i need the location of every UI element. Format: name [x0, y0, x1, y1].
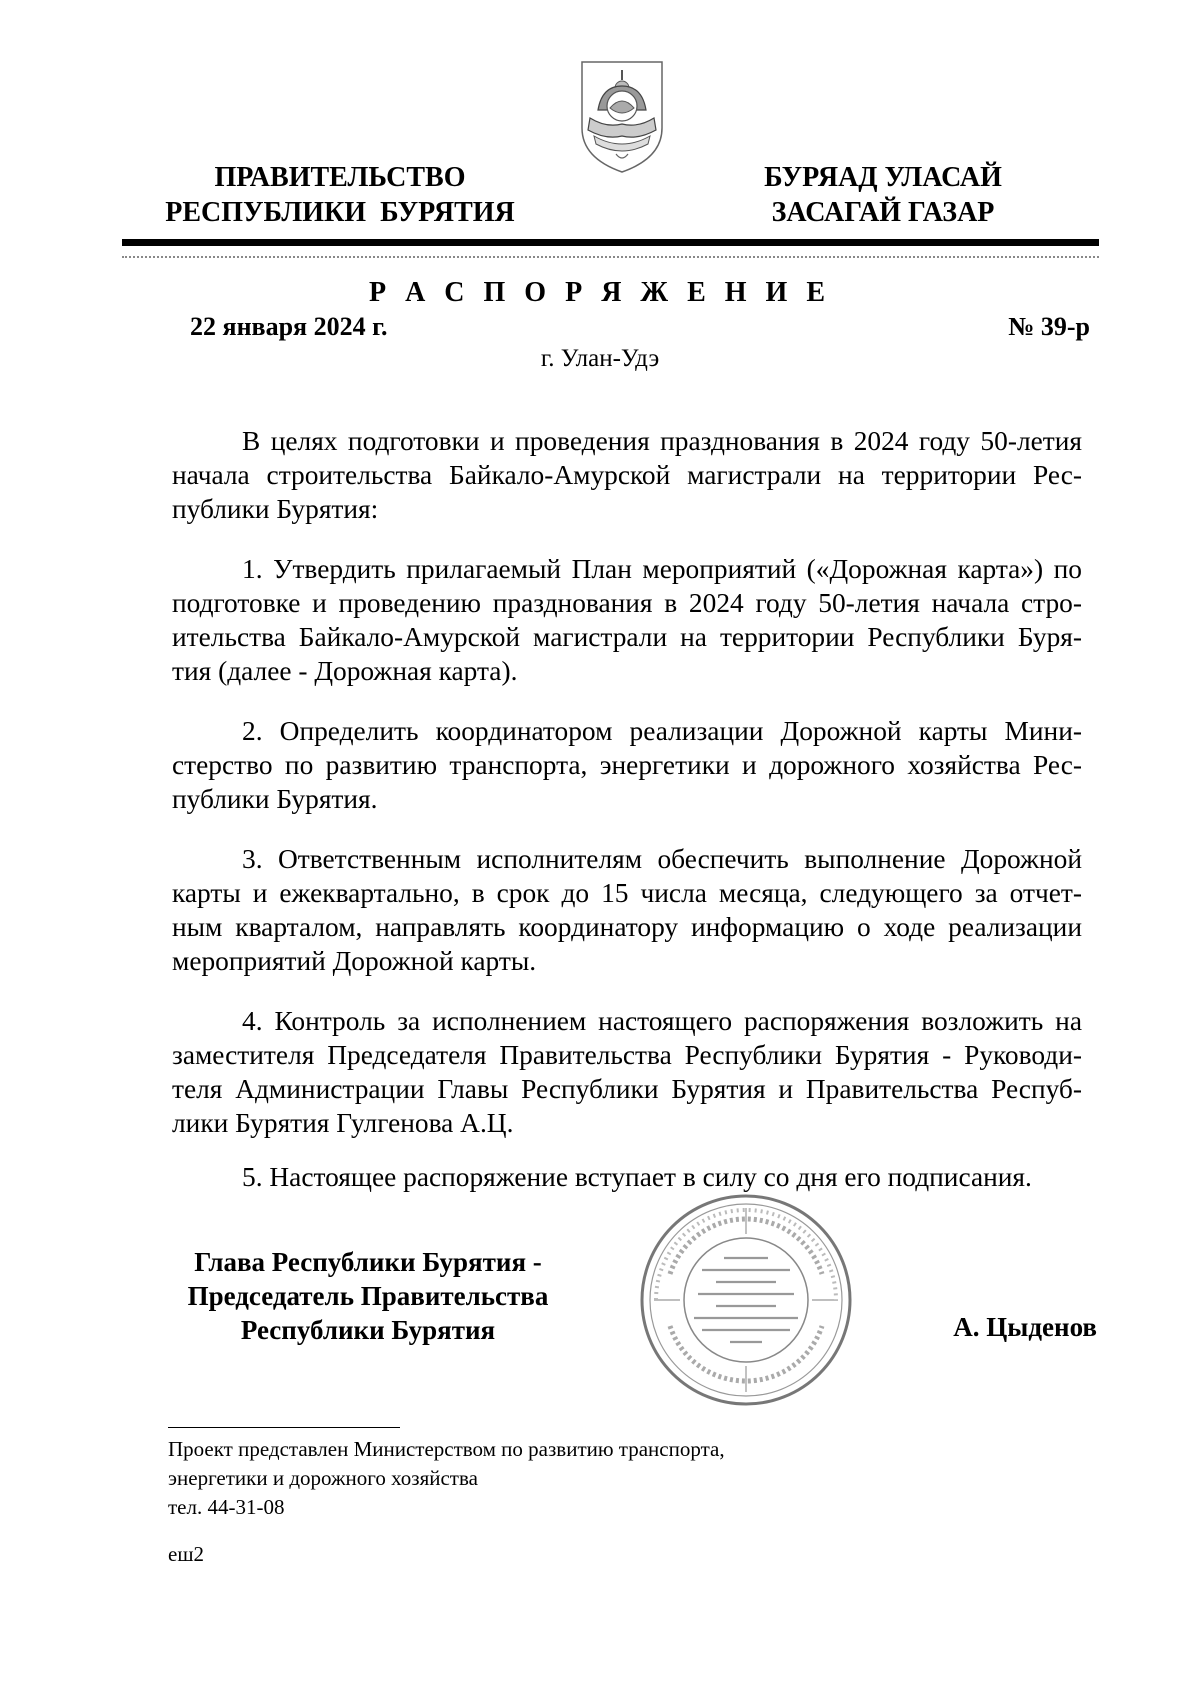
text-line: теля Администрации Главы Республики Бурятия и Правительства Респуб- — [172, 1074, 1082, 1104]
footnote-rule — [168, 1427, 400, 1428]
buryatia-coat-of-arms-icon — [576, 58, 668, 176]
header-left — [150, 160, 530, 230]
item-4-paragraph — [172, 1004, 1082, 1140]
text-line: ительства Байкало-Амурской магистрали на территории Республики Буря- — [172, 622, 1082, 652]
signatory-title-line: Республики Бурятия — [240, 1315, 496, 1345]
text-line: подготовке и проведению празднования в 2024 году 50-летия начала стро- — [172, 588, 1082, 618]
text-line: В целях подготовки и проведения празднования в 2024 году 50-летия — [242, 426, 1082, 456]
text-line: стерство по развитию транспорта, энергетики и дорожного хозяйства Рес- — [172, 750, 1082, 780]
text-line: ным кварталом, направлять координатору информацию о ходе реализации — [172, 912, 1082, 942]
official-seal-icon — [636, 1190, 856, 1410]
header-left-line-1: ПРАВИТЕЛЬСТВО — [214, 162, 466, 193]
preamble-paragraph — [172, 424, 1082, 526]
signatory-title-line: Председатель Правительства — [187, 1281, 549, 1311]
document-date: 22 января 2024 г. — [190, 312, 388, 341]
text-line: заместителя Председателя Правительства Республики Бурятия - Руководи- — [172, 1040, 1082, 1070]
header-left-line-2: РЕСПУБЛИКИ БУРЯТИЯ — [165, 197, 515, 228]
item-2-paragraph — [172, 714, 1082, 816]
footnote-line: тел. 44-31-08 — [168, 1495, 285, 1519]
text-line: 1. Утвердить прилагаемый План мероприятий («Дорожная карта») по — [242, 554, 1082, 584]
document-code: еш2 — [168, 1542, 204, 1566]
header-dotted-rule — [122, 256, 1099, 258]
text-line: начала строительства Байкало-Амурской магистрали на территории Рес- — [172, 460, 1082, 490]
item-5-paragraph — [172, 1160, 1082, 1194]
text-line: 2. Определить координатором реализации Дорожной карты Мини- — [242, 716, 1082, 746]
text-line: лики Бурятия Гулгенова А.Ц. — [172, 1108, 514, 1138]
text-line: 5. Настоящее распоряжение вступает в силу со дня его подписания. — [242, 1162, 1032, 1192]
header-rule — [122, 239, 1099, 246]
text-line: публики Бурятия: — [172, 494, 379, 524]
signatory-title-line: Глава Республики Бурятия - — [194, 1247, 542, 1277]
text-line: мероприятий Дорожной карты. — [172, 946, 537, 976]
text-line: 4. Контроль за исполнением настоящего распоряжения возложить на — [242, 1006, 1082, 1036]
header-right — [738, 160, 1028, 230]
signatory-title — [168, 1245, 568, 1347]
official-seal — [636, 1190, 856, 1410]
header-right-line-1: БУРЯАД УЛАСАЙ — [764, 162, 1002, 193]
text-line: тия (далее - Дорожная карта). — [172, 656, 518, 686]
text-line: публики Бурятия. — [172, 784, 378, 814]
footnote-line: энергетики и дорожного хозяйства — [168, 1466, 478, 1490]
document-title: Р А С П О Р Я Ж Е Н И Е — [368, 277, 832, 308]
footnote-line: Проект представлен Министерством по развитию транспорта, — [168, 1437, 725, 1461]
document-number: № 39-р — [1008, 312, 1090, 341]
document-city: г. Улан-Удэ — [540, 345, 660, 372]
emblem — [576, 58, 668, 176]
item-3-paragraph — [172, 842, 1082, 978]
signatory-name: А. Цыденов — [953, 1312, 1097, 1342]
text-line: 3. Ответственным исполнителям обеспечить выполнение Дорожной — [242, 844, 1082, 874]
text-line: карты и ежеквартально, в срок до 15 числа месяца, следующего за отчет- — [172, 878, 1082, 908]
item-1-paragraph — [172, 552, 1082, 688]
footnote — [168, 1435, 725, 1522]
header-right-line-2: ЗАСАГАЙ ГАЗАР — [771, 197, 995, 228]
